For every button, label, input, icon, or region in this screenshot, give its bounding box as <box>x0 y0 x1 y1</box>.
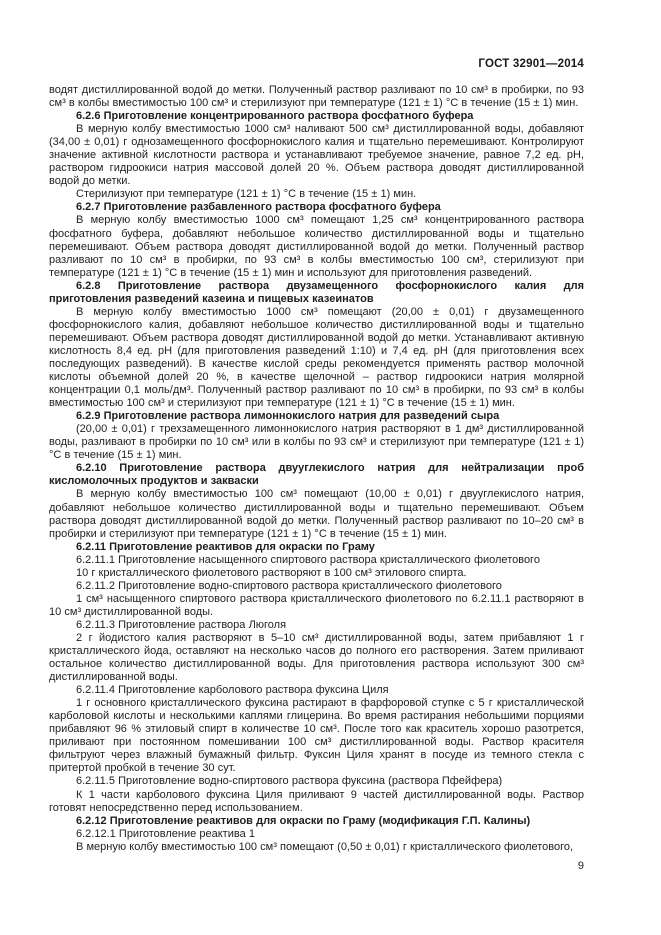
paragraph: В мерную колбу вместимостью 100 см³ помещают (10,00 ± 0,01) г двууглекислого натрия, добавляют небольшое количество дистиллированной воды и тщательно перемешивают. Объем раствора доводят дистиллированной водой до метки. Полученный раствор разливают по 10–20 см³ в пробирки и стерилизуют при температуре (121 ± 1) °С в течение (15 ± 1) мин. <box>49 488 584 540</box>
section-heading: 6.2.6 Приготовление концентрированного раствора фосфатного буфера <box>76 110 474 123</box>
paragraph: 6.2.11.3 Приготовление раствора Люголя <box>76 618 287 631</box>
section-heading: 6.2.10 Приготовление раствора двууглекислого натрия для нейтрализации проб кисломолочных продуктов и закваски <box>49 462 584 488</box>
paragraph: В мерную колбу вместимостью 1000 см³ помещают 1,25 см³ концентрированного раствора фосфатного буфера, добавляют небольшое количество дистиллированной воды и тщательно перемешивают. Объем раствора доводят дистиллированной водой до метки. Полученный раствор разливают по 10 см³ в пробирки, по 93 см³ в колбы вместимостью 100 см³, стерилизуют при температуре (121 ± 1) °С в течение (15 ± 1) мин и используют для приготовления разведений. <box>49 214 584 279</box>
paragraph: 6.2.11.1 Приготовление насыщенного спиртового раствора кристаллического фиолетового <box>76 553 540 566</box>
paragraph: В мерную колбу вместимостью 1000 см³ помещают (20,00 ± 0,01) г двузамещенного фосфорнокислого калия, добавляют небольшое количество дистиллированной воды и тщательно перемешивают. Объем раствора доводят дистиллированной водой до метки. Устанавливают активную кислотность 8,4 ед. рН (для приготовления разведений 1:10) и 7,4 ед. рН (для приготовления всех последующих разведений). В качестве кислой среды рекомендуется применять раствор молочной кислоты объемной долей 20 %, в качестве щелочной – раствор гидроокиси натрия молярной концентрации 0,1 моль/дм³. Полученный раствор разливают по 10 см³ в пробирки, по 93 см³ в колбы вместимостью 100 см³ и стерилизуют при температуре (121 ± 1) °С в течение (15 ± 1) мин. <box>49 305 584 410</box>
content <box>49 84 584 854</box>
paragraph: 6.2.11.2 Приготовление водно-спиртового раствора кристаллического фиолетового <box>76 579 502 592</box>
section-heading: 6.2.8 Приготовление раствора двузамещенного фосфорнокислого калия для приготовления разведений казеина и пищевых казеинатов <box>49 279 584 305</box>
paragraph: водят дистиллированной водой до метки. Полученный раствор разливают по 10 см³ в пробирки, по 93 см³ в колбы вместимостью 100 см³ и стерилизуют при температуре (121 ± 1) °С в течение (15 ± 1) мин. <box>49 84 584 110</box>
paragraph: 10 г кристаллического фиолетового растворяют в 100 см³ этилового спирта. <box>76 566 467 579</box>
section-heading: 6.2.7 Приготовление разбавленного раствора фосфатного буфера <box>76 201 441 214</box>
paragraph: 1 г основного кристаллического фуксина растирают в фарфоровой ступке с 5 г кристаллической карболовой кислоты и несколькими каплями глицерина. Во время растирания небольшими порциями прибавляют 96 % этиловый спирт в количестве 10 см³. После того как краситель хорошо разотрется, приливают при постоянном помешивании 100 см³ дистиллированной воды. Раствор красителя фильтруют через влажный бумажный фильтр. Фуксин Циля хранят в посуде из темного стекла с притертой пробкой в течение 30 сут. <box>49 697 584 775</box>
paragraph: 6.2.11.4 Приготовление карболового раствора фуксина Циля <box>76 684 389 697</box>
standard-number-header: ГОСТ 32901—2014 <box>478 58 584 70</box>
paragraph: В мерную колбу вместимостью 100 см³ помещают (0,50 ± 0,01) г кристаллического фиолетового, <box>76 840 574 853</box>
paragraph: К 1 части карболового фуксина Циля приливают 9 частей дистиллированной воды. Раствор готовят непосредственно перед использованием. <box>49 788 584 814</box>
paragraph: 1 см³ насыщенного спиртового раствора кристаллического фиолетового по 6.2.11.1 растворяют в 10 см³ дистиллированной воды. <box>49 592 584 618</box>
paragraph: 6.2.11.5 Приготовление водно-спиртового раствора фуксина (раствора Пфейфера) <box>76 775 503 788</box>
section-heading: 6.2.9 Приготовление раствора лимоннокислого натрия для разведений сыра <box>76 410 500 423</box>
paragraph: В мерную колбу вместимостью 1000 см³ наливают 500 см³ дистиллированной воды, добавляют (34,00 ± 0,01) г однозамещенного фосфорнокислого калия и тщательно перемешивают. Контролируют значение активной кислотности раствора и устанавливают требуемое значение, равное 7,2 ед. рН, раствором гидроокиси натрия массовой долей 20 %. Объем раствора доводят дистиллированной водой до метки. <box>49 123 584 188</box>
paragraph: (20,00 ± 0,01) г трехзамещенного лимоннокислого натрия растворяют в 1 дм³ дистиллированной воды, разливают в пробирки по 10 см³ или в колбы по 93 см³ и стерилизуют при температуре (121 ± 1) °С в течение (15 ± 1) мин. <box>49 423 584 462</box>
paragraph: Стерилизуют при температуре (121 ± 1) °С в течение (15 ± 1) мин. <box>76 188 417 201</box>
section-heading: 6.2.11 Приготовление реактивов для окраски по Граму <box>76 540 375 553</box>
page-number: 9 <box>577 860 584 872</box>
paragraph: 2 г йодистого калия растворяют в 5–10 см³ дистиллированной воды, затем прибавляют 1 г кристаллического йода, оставляют на несколько часов до полного его растворения. Затем приливают остальное количество дистиллированной воды. Для приготовления раствора используют 300 см³ дистиллированной воды. <box>49 631 584 684</box>
section-heading: 6.2.12 Приготовление реактивов для окраски по Граму (модификация Г.П. Калины) <box>76 814 531 827</box>
paragraph: 6.2.12.1 Приготовление реактива 1 <box>76 827 255 840</box>
